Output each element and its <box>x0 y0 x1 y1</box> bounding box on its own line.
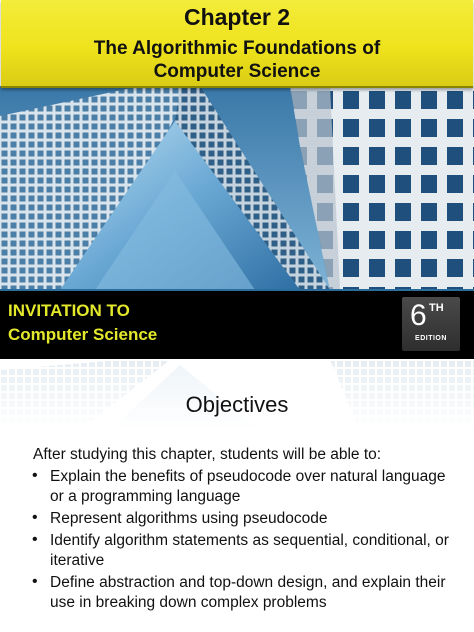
book-title-line2: Computer Science <box>8 325 158 344</box>
objectives-title: Objectives <box>185 392 289 417</box>
book-title-line1: INVITATION TO <box>8 301 130 320</box>
edition-badge <box>402 297 460 351</box>
list-item: • Identify algorithm statements as sequential, conditional, or iterative <box>32 531 449 569</box>
objectives-list <box>30 467 450 615</box>
chapter-number: Chapter 2 <box>183 4 291 30</box>
edition-label: EDITION <box>415 335 447 342</box>
list-item: • Represent algorithms using pseudocode <box>32 509 328 527</box>
chapter-title-banner <box>1 0 473 88</box>
book-title <box>8 299 157 347</box>
book-brand-bar <box>0 289 474 359</box>
bullet-icon: • <box>32 531 38 548</box>
chapter-title: The Algorithmic Foundations of Computer Science <box>93 38 381 82</box>
objectives-intro: After studying this chapter, students will be able to: <box>33 446 382 463</box>
bullet-icon: • <box>32 573 38 590</box>
edition-number: 6 <box>410 299 427 332</box>
objectives-slide <box>0 360 474 632</box>
list-item: • Explain the benefits of pseudocode over natural language or a programming language <box>32 467 446 505</box>
edition-suffix: TH <box>429 302 444 314</box>
building-photo <box>0 86 474 290</box>
list-item: • Define abstraction and top-down design, and explain their use in breaking down complex problems <box>32 573 446 611</box>
bullet-icon: • <box>32 467 38 484</box>
bullet-icon: • <box>32 509 38 526</box>
